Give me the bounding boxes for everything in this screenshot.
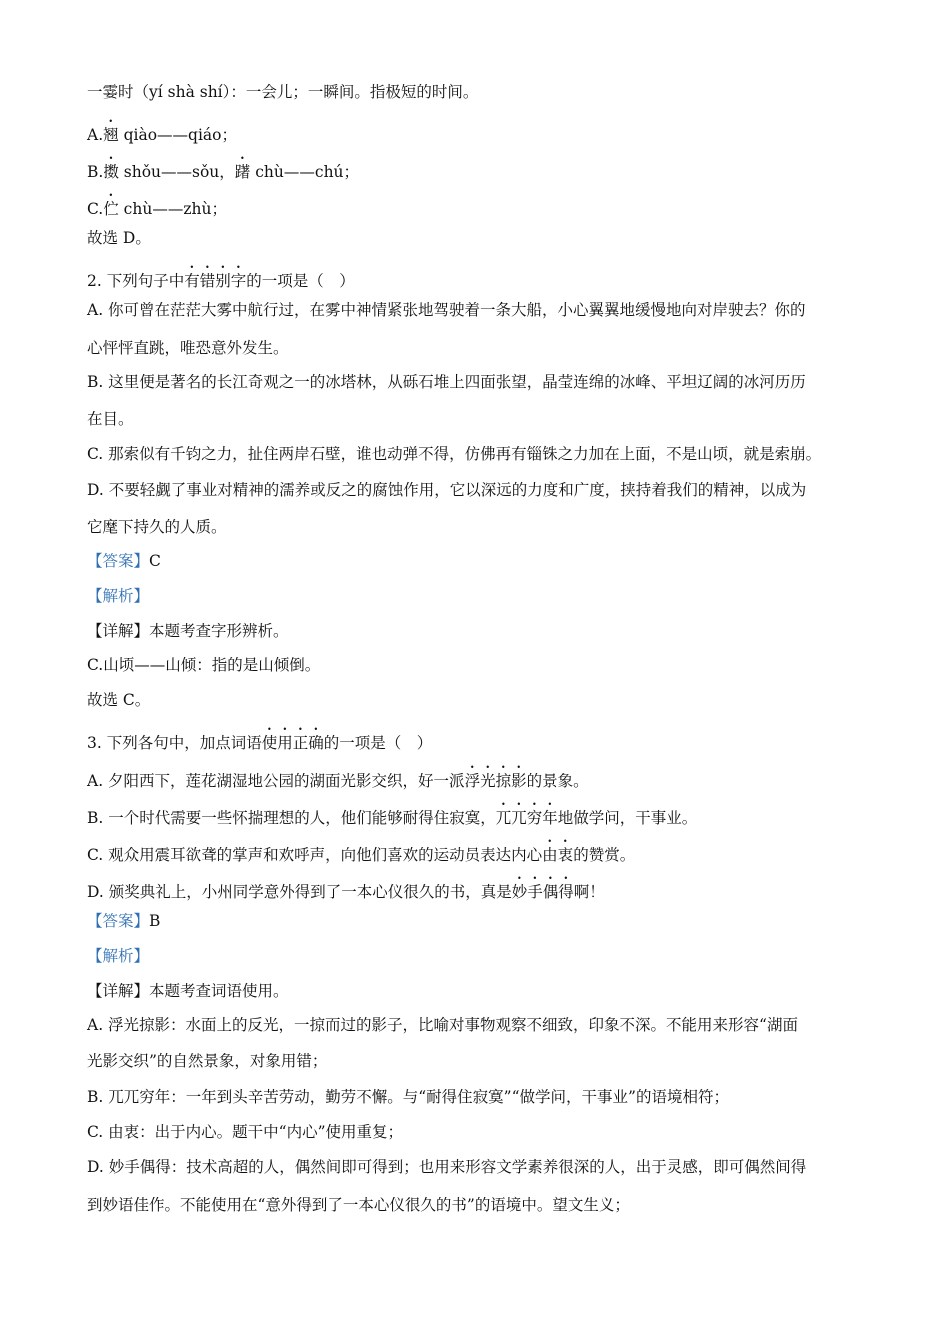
question-2-stem — [87, 263, 890, 291]
label: B. — [87, 163, 104, 181]
text: A. 浮光掠影：水面上的反光，一掠而过的影子，比喻对事物观察不细致，印象不深。不能用来形容“湖面 — [87, 1016, 798, 1034]
text: 啊！ — [573, 883, 605, 901]
dotted-char: 擞 — [103, 163, 119, 181]
text: 故选 C。 — [87, 691, 151, 709]
text: 光影交织”的自然景象，对象用错； — [87, 1052, 328, 1070]
explain-3-b — [87, 1087, 890, 1107]
text: 【详解】本题考查字形辨析。 — [87, 622, 289, 640]
q2-option-d-cont — [87, 517, 890, 537]
text: A. 你可曾在茫茫大雾中航行过，在雾中神情紧张地驾驶着一条大船，小心翼翼地缓慢地向对岸驶去？你的 — [87, 301, 806, 319]
pinyin-item-c — [87, 191, 890, 219]
answer-tag: 【答案】 — [87, 912, 150, 930]
text: C. 由衷：出于内心。题干中“内心”使用重复； — [87, 1123, 404, 1141]
q2-option-b — [87, 372, 890, 392]
dotted-phrase: 由衷 — [542, 846, 574, 864]
text: B. 这里便是著名的长江奇观之一的冰塔林，从砾石堆上四面张望，晶莹连绵的冰峰、平坦辽阔的冰河历历 — [87, 373, 806, 391]
text: chù——chú； — [250, 163, 360, 181]
text: D. 不要轻觑了事业对精神的濡养或反之的腐蚀作用，它以深远的力度和广度，挟持着我们的精神，以成为 — [87, 481, 807, 499]
q2-option-a-cont — [87, 338, 890, 358]
analysis-2-tag — [87, 586, 890, 606]
explain-3-d — [87, 1157, 890, 1177]
text: 到妙语佳作。不能使用在“意外得到了一本心仪很久的书”的语境中。望文生义； — [87, 1196, 630, 1214]
explain-3-c — [87, 1122, 890, 1142]
q3-option-c — [87, 837, 890, 865]
text: C. 那索似有千钧之力，扯住两岸石壁，谁也动弹不得，仿佛再有锱铢之力加在上面，不是山顷，就是索崩。 — [87, 445, 822, 463]
text: B. 兀兀穷年：一年到头辛苦劳动，勤劳不懈。与“耐得住寂寞”“做学问，干事业”的语境相符； — [87, 1088, 729, 1106]
answer-value: B — [149, 912, 161, 930]
text: 地做学问，干事业。 — [557, 809, 698, 827]
analysis-3-tag — [87, 946, 890, 966]
text: 在目。 — [87, 410, 134, 428]
q3-option-d — [87, 874, 890, 902]
dotted-phrase: 浮光掠影 — [464, 772, 527, 790]
q2-option-b-cont — [87, 409, 890, 429]
explain-3-a-cont — [87, 1051, 890, 1071]
label: C. — [87, 200, 104, 218]
q2-option-d — [87, 480, 890, 500]
text: chù——zhù； — [118, 200, 227, 218]
selection-2 — [87, 690, 890, 710]
dotted-char: 躇 — [234, 163, 251, 181]
pinyin-item-b — [87, 154, 890, 182]
q3-option-a — [87, 763, 890, 791]
text: 一霎时（yí shà shí）：一会儿；一瞬间。指极短的时间。 — [87, 83, 479, 101]
analysis-tag: 【解析】 — [87, 587, 150, 605]
dotted-phrase: 兀兀穷年 — [495, 809, 558, 827]
answer-2 — [87, 551, 890, 571]
text: C. 观众用震耳欲聋的掌声和欢呼声，向他们喜欢的运动员表达内心 — [87, 846, 543, 864]
text: 的景象。 — [526, 772, 589, 790]
selection-1 — [87, 228, 890, 248]
dotted-char: 翘 — [103, 126, 119, 144]
q2-option-c — [87, 444, 890, 464]
question-3-stem — [87, 725, 890, 753]
detail-2-c — [87, 655, 890, 675]
text: qiào——qiáo； — [118, 126, 237, 144]
text: 它麾下持久的人质。 — [87, 518, 227, 536]
answer-value: C — [149, 552, 161, 570]
text: 的一项是（ ） — [246, 272, 355, 290]
text: 心怦怦直跳，唯恐意外发生。 — [87, 339, 289, 357]
text: 的赞赏。 — [573, 846, 636, 864]
text: 2. 下列句子中 — [87, 272, 185, 290]
detail-3 — [87, 981, 890, 1001]
label: A. — [87, 126, 104, 144]
text: shǒu——sǒu， — [118, 163, 235, 181]
dotted-char: 伫 — [103, 200, 119, 218]
text: D. 妙手偶得：技术高超的人，偶然间即可得到；也用来形容文学素养很深的人，出于灵感，即可偶然间得 — [87, 1158, 807, 1176]
q3-option-b — [87, 800, 890, 828]
analysis-tag: 【解析】 — [87, 947, 150, 965]
text: 3. 下列各句中，加点词语 — [87, 734, 262, 752]
dotted-phrase: 妙手偶得 — [511, 883, 574, 901]
pinyin-item-a — [87, 117, 890, 145]
q2-option-a — [87, 300, 890, 320]
definition-line — [87, 82, 890, 102]
text: C.山顷——山倾：指的是山倾倒。 — [87, 656, 321, 674]
text: D. 颁奖典礼上，小州同学意外得到了一本心仪很久的书，真是 — [87, 883, 512, 901]
text: 故选 D。 — [87, 229, 151, 247]
text: 【详解】本题考查词语使用。 — [87, 982, 289, 1000]
text: 的一项是（ ） — [323, 734, 433, 752]
answer-3 — [87, 911, 890, 931]
explain-3-d-cont — [87, 1195, 890, 1215]
answer-tag: 【答案】 — [87, 552, 150, 570]
detail-2 — [87, 621, 890, 641]
explain-3-a — [87, 1015, 890, 1035]
text: A. 夕阳西下，莲花湖湿地公园的湖面光影交织，好一派 — [87, 772, 465, 790]
text: B. 一个时代需要一些怀揣理想的人，他们能够耐得住寂寞， — [87, 809, 496, 827]
dotted-phrase: 有错别字 — [184, 272, 247, 290]
dotted-phrase: 使用正确 — [261, 734, 324, 752]
